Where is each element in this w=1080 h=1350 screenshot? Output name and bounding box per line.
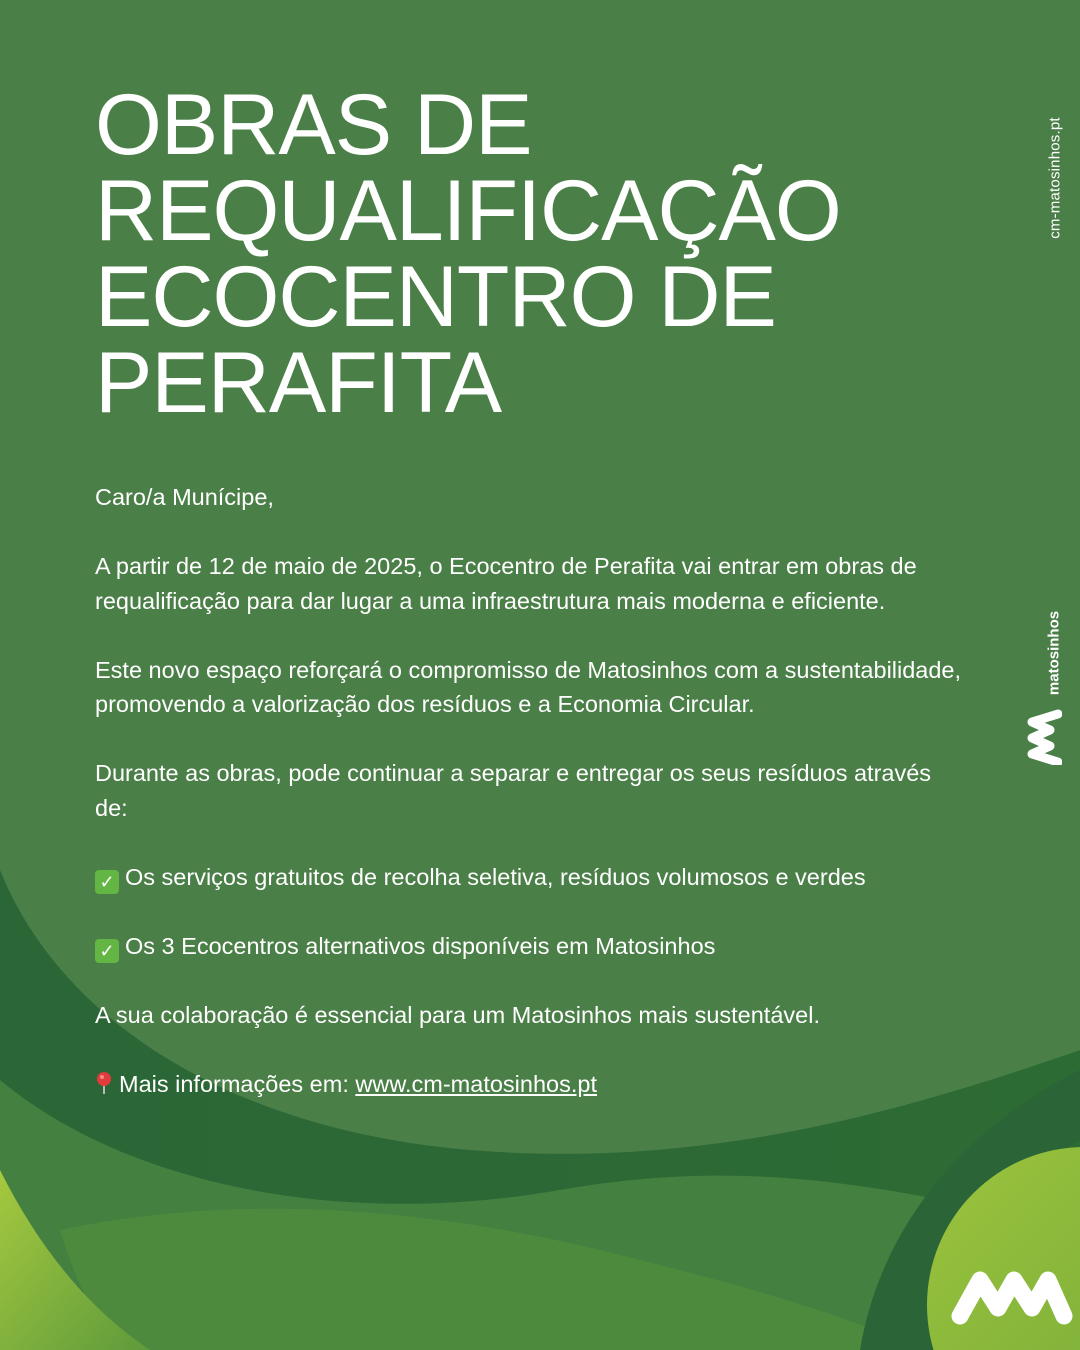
list-item-text: Os serviços gratuitos de recolha seletiva, resíduos volumosos e verdes <box>125 863 866 890</box>
list-item <box>95 929 965 964</box>
paragraph-closing: A sua colaboração é essencial para um Matosinhos mais sustentável. <box>95 1001 820 1028</box>
paragraph-intro: A partir de 12 de maio de 2025, o Ecocentro de Perafita vai entrar em obras de requalificação para dar lugar a uma infraestrutura mais moderna e eficiente. <box>95 553 917 614</box>
greeting-text: Caro/a Munícipe, <box>95 484 274 510</box>
title-line: OBRAS DE <box>95 77 532 173</box>
side-website-text: cm-matosinhos.pt <box>1046 117 1064 239</box>
check-mark-icon: ✓ <box>95 870 119 894</box>
pushpin-icon <box>95 1071 113 1095</box>
matosinhos-logo-icon <box>1026 703 1062 765</box>
paragraph-alternatives: Durante as obras, pode continuar a separar e entregar os seus resíduos através de: <box>95 760 932 821</box>
info-line <box>95 1067 965 1102</box>
info-label: Mais informações em: <box>119 1070 356 1097</box>
side-brand-text: matosinhos <box>1045 610 1063 696</box>
website-link[interactable]: www.cm-matosinhos.pt <box>355 1070 597 1097</box>
message-body <box>95 480 965 1101</box>
list-item-text: Os 3 Ecocentros alternativos disponíveis em Matosinhos <box>125 932 716 959</box>
list-item <box>95 860 965 895</box>
page-title <box>95 77 995 431</box>
title-line: ECOCENTRO DE <box>95 249 776 345</box>
matosinhos-logo-icon <box>950 1268 1074 1328</box>
title-line: PERAFITA <box>95 335 502 431</box>
title-line: REQUALIFICAÇÃO <box>95 163 841 259</box>
paragraph-commitment: Este novo espaço reforçará o compromisso de Matosinhos com a sustentabilidade, promovendo a valorização dos resíduos e a Economia Circular. <box>95 656 962 717</box>
check-mark-icon: ✓ <box>95 939 119 963</box>
